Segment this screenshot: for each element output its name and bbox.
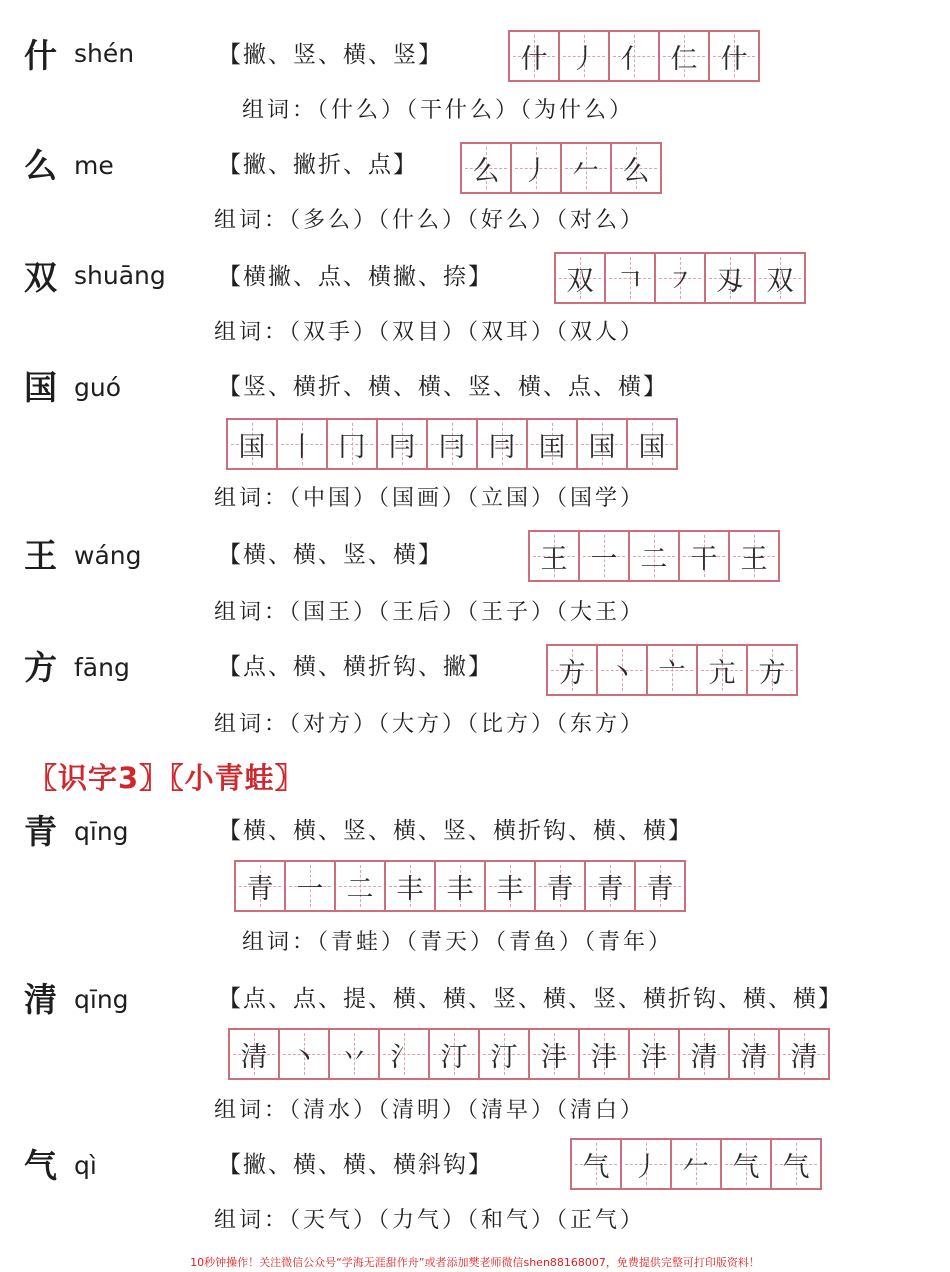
stroke-cell xyxy=(386,862,436,910)
stroke-order: 【点、点、提、横、横、竖、横、竖、横折钩、横、横】 xyxy=(218,986,843,1012)
stroke-cell xyxy=(512,144,562,192)
character: 双 xyxy=(24,258,57,297)
stroke-cell-glyph: 丶 xyxy=(608,657,636,689)
stroke-cell xyxy=(680,532,730,580)
word-list: 组词：（国王）（王后）（王子）（大王） xyxy=(214,600,646,625)
stroke-cell-glyph: 冃 xyxy=(488,431,516,463)
stroke-cell-glyph: 清 xyxy=(790,1041,818,1073)
stroke-grid xyxy=(226,418,678,470)
stroke-cell-glyph: 丨 xyxy=(288,431,316,463)
stroke-cell xyxy=(530,1030,580,1078)
stroke-cell xyxy=(556,254,606,302)
stroke-order: 【横撇、点、横撇、捺】 xyxy=(218,264,493,290)
stroke-cell xyxy=(572,1140,622,1188)
pinyin: wáng xyxy=(74,541,142,570)
word-list: 组词：（什么）（干什么）（为什么） xyxy=(242,98,635,123)
stroke-grid xyxy=(508,30,760,82)
stroke-cell-glyph: 丰 xyxy=(496,873,524,905)
stroke-cell xyxy=(598,646,648,694)
stroke-cell xyxy=(578,420,628,468)
stroke-cell xyxy=(280,1030,330,1078)
stroke-cell-glyph: 什 xyxy=(520,43,548,75)
stroke-cell xyxy=(580,532,630,580)
stroke-cell xyxy=(660,32,710,80)
stroke-cell xyxy=(748,646,796,694)
stroke-grid xyxy=(228,1028,830,1080)
word-list: 组词：（对方）（大方）（比方）（东方） xyxy=(214,712,646,737)
pinyin: qīng xyxy=(74,817,129,846)
stroke-grid xyxy=(570,1138,822,1190)
stroke-cell xyxy=(628,420,676,468)
stroke-cell-glyph: 仁 xyxy=(670,43,698,75)
word-list: 组词：（青蛙）（青天）（青鱼）（青年） xyxy=(242,930,674,955)
stroke-cell xyxy=(480,1030,530,1078)
stroke-cell-glyph: 氵 xyxy=(390,1041,418,1073)
word-list: 组词：（中国）（国画）（立国）（国学） xyxy=(214,486,646,511)
stroke-cell-glyph: 国 xyxy=(238,431,266,463)
stroke-cell xyxy=(230,1030,280,1078)
pinyin: shuāng xyxy=(74,261,166,290)
stroke-cell xyxy=(548,646,598,694)
stroke-cell-glyph: 气 xyxy=(782,1151,810,1183)
stroke-cell xyxy=(672,1140,722,1188)
stroke-cell xyxy=(722,1140,772,1188)
stroke-cell-glyph: 冂 xyxy=(338,431,366,463)
pinyin: guó xyxy=(74,373,122,402)
stroke-cell-glyph: 汀 xyxy=(490,1041,518,1073)
word-list: 组词：（双手）（双目）（双耳）（双人） xyxy=(214,320,646,345)
stroke-cell-glyph: 国 xyxy=(638,431,666,463)
stroke-cell-glyph: 丿 xyxy=(632,1151,660,1183)
stroke-cell xyxy=(228,420,278,468)
stroke-cell xyxy=(380,1030,430,1078)
stroke-grid xyxy=(234,860,686,912)
stroke-cell-glyph: 王 xyxy=(740,543,768,575)
stroke-cell xyxy=(698,646,748,694)
stroke-cell-glyph: 清 xyxy=(240,1041,268,1073)
stroke-cell-glyph: 丿 xyxy=(570,43,598,75)
stroke-cell-glyph: 囯 xyxy=(538,431,566,463)
stroke-cell-glyph: ㇇ xyxy=(666,265,694,297)
word-list: 组词：（天气）（力气）（和气）（正气） xyxy=(214,1208,646,1233)
stroke-grid xyxy=(554,252,806,304)
stroke-cell-glyph: 王 xyxy=(540,543,568,575)
stroke-cell-glyph: 青 xyxy=(646,873,674,905)
stroke-cell xyxy=(612,144,660,192)
section-title: 〖识字3〗〖小青蛙〗 xyxy=(28,761,305,795)
stroke-cell-glyph: 丰 xyxy=(446,873,474,905)
stroke-cell-glyph: 丶 xyxy=(290,1041,318,1073)
stroke-cell xyxy=(648,646,698,694)
stroke-cell xyxy=(428,420,478,468)
stroke-cell xyxy=(630,1030,680,1078)
stroke-cell-glyph: 清 xyxy=(690,1041,718,1073)
word-list: 组词：（多么）（什么）（好么）（对么） xyxy=(214,208,646,233)
stroke-order: 【点、横、横折钩、撇】 xyxy=(218,654,493,680)
stroke-cell-glyph: 什 xyxy=(720,43,748,75)
character: 国 xyxy=(24,368,57,407)
stroke-cell-glyph: 𠂉 xyxy=(572,155,600,187)
stroke-cell-glyph: 丷 xyxy=(340,1041,368,1073)
stroke-cell xyxy=(236,862,286,910)
stroke-cell-glyph: 亠 xyxy=(658,657,686,689)
stroke-cell-glyph: 𠂉 xyxy=(682,1151,710,1183)
stroke-order: 【竖、横折、横、横、竖、横、点、横】 xyxy=(218,374,668,400)
stroke-cell xyxy=(378,420,428,468)
stroke-cell-glyph: 方 xyxy=(558,657,586,689)
stroke-cell xyxy=(636,862,684,910)
stroke-cell xyxy=(630,532,680,580)
stroke-grid xyxy=(528,530,780,582)
character: 王 xyxy=(24,536,57,575)
stroke-cell xyxy=(756,254,804,302)
stroke-order: 【撇、竖、横、竖】 xyxy=(218,42,443,68)
stroke-cell-glyph: 清 xyxy=(740,1041,768,1073)
pinyin: shén xyxy=(74,39,135,68)
stroke-order: 【撇、撇折、点】 xyxy=(218,152,418,178)
character: 什 xyxy=(24,36,57,75)
stroke-cell xyxy=(622,1140,672,1188)
stroke-order: 【撇、横、横、横斜钩】 xyxy=(218,1152,493,1178)
stroke-cell-glyph: 青 xyxy=(546,873,574,905)
pinyin: fāng xyxy=(74,653,130,682)
stroke-cell xyxy=(706,254,756,302)
stroke-cell xyxy=(730,532,778,580)
stroke-cell-glyph: 二 xyxy=(346,873,374,905)
stroke-cell xyxy=(680,1030,730,1078)
stroke-cell xyxy=(278,420,328,468)
stroke-cell-glyph: 气 xyxy=(732,1151,760,1183)
stroke-cell xyxy=(328,420,378,468)
stroke-cell-glyph: 一 xyxy=(296,873,324,905)
stroke-cell-glyph: 方 xyxy=(758,657,786,689)
stroke-cell xyxy=(536,862,586,910)
stroke-cell xyxy=(336,862,386,910)
stroke-cell xyxy=(286,862,336,910)
stroke-order: 【横、横、竖、横、竖、横折钩、横、横】 xyxy=(218,818,693,844)
stroke-cell xyxy=(478,420,528,468)
character: 方 xyxy=(24,648,57,687)
stroke-cell xyxy=(528,420,578,468)
stroke-cell xyxy=(430,1030,480,1078)
stroke-cell-glyph: 冃 xyxy=(438,431,466,463)
stroke-cell xyxy=(780,1030,828,1078)
character: 青 xyxy=(24,812,57,851)
stroke-cell-glyph: 沣 xyxy=(540,1041,568,1073)
stroke-cell-glyph: 么 xyxy=(472,155,500,187)
pinyin: qīng xyxy=(74,985,129,1014)
stroke-grid xyxy=(460,142,662,194)
stroke-cell xyxy=(772,1140,820,1188)
pinyin: qì xyxy=(74,1151,97,1180)
stroke-cell xyxy=(606,254,656,302)
stroke-cell xyxy=(730,1030,780,1078)
stroke-cell-glyph: 沣 xyxy=(640,1041,668,1073)
stroke-cell-glyph: 二 xyxy=(640,543,668,575)
stroke-cell-glyph: 冃 xyxy=(388,431,416,463)
character: 气 xyxy=(24,1146,57,1185)
stroke-cell xyxy=(530,532,580,580)
stroke-cell-glyph: 丿 xyxy=(522,155,550,187)
stroke-cell-glyph: 汀 xyxy=(440,1041,468,1073)
footer-note: 10秒钟操作！关注微信公众号“学海无涯甜作舟”或者添加樊老师微信shen88168007，免费提供完整可打印版资料！ xyxy=(190,1256,760,1269)
stroke-cell-glyph: 亻 xyxy=(620,43,648,75)
stroke-cell-glyph: 国 xyxy=(588,431,616,463)
character: 么 xyxy=(24,146,57,185)
stroke-cell xyxy=(586,862,636,910)
stroke-cell-glyph: 一 xyxy=(590,543,618,575)
character: 清 xyxy=(24,980,57,1019)
stroke-cell xyxy=(656,254,706,302)
stroke-cell xyxy=(610,32,660,80)
stroke-cell-glyph: 沣 xyxy=(590,1041,618,1073)
stroke-cell-glyph: 双 xyxy=(766,265,794,297)
stroke-cell-glyph: 么 xyxy=(622,155,650,187)
stroke-cell-glyph: 刄 xyxy=(716,265,744,297)
stroke-cell-glyph: 气 xyxy=(582,1151,610,1183)
stroke-cell-glyph: 青 xyxy=(246,873,274,905)
stroke-grid xyxy=(546,644,798,696)
stroke-cell xyxy=(510,32,560,80)
stroke-cell xyxy=(580,1030,630,1078)
stroke-cell xyxy=(436,862,486,910)
stroke-order: 【横、横、竖、横】 xyxy=(218,542,443,568)
stroke-cell-glyph: 亢 xyxy=(708,657,736,689)
stroke-cell xyxy=(562,144,612,192)
stroke-cell xyxy=(710,32,758,80)
stroke-cell xyxy=(560,32,610,80)
stroke-cell xyxy=(462,144,512,192)
word-list: 组词：（清水）（清明）（清早）（清白） xyxy=(214,1098,646,1123)
stroke-cell-glyph: 𠃍 xyxy=(616,265,644,297)
stroke-cell-glyph: 丰 xyxy=(396,873,424,905)
stroke-cell xyxy=(330,1030,380,1078)
stroke-cell xyxy=(486,862,536,910)
stroke-cell-glyph: 青 xyxy=(596,873,624,905)
stroke-cell-glyph: 干 xyxy=(690,543,718,575)
pinyin: me xyxy=(74,151,114,180)
stroke-cell-glyph: 双 xyxy=(566,265,594,297)
